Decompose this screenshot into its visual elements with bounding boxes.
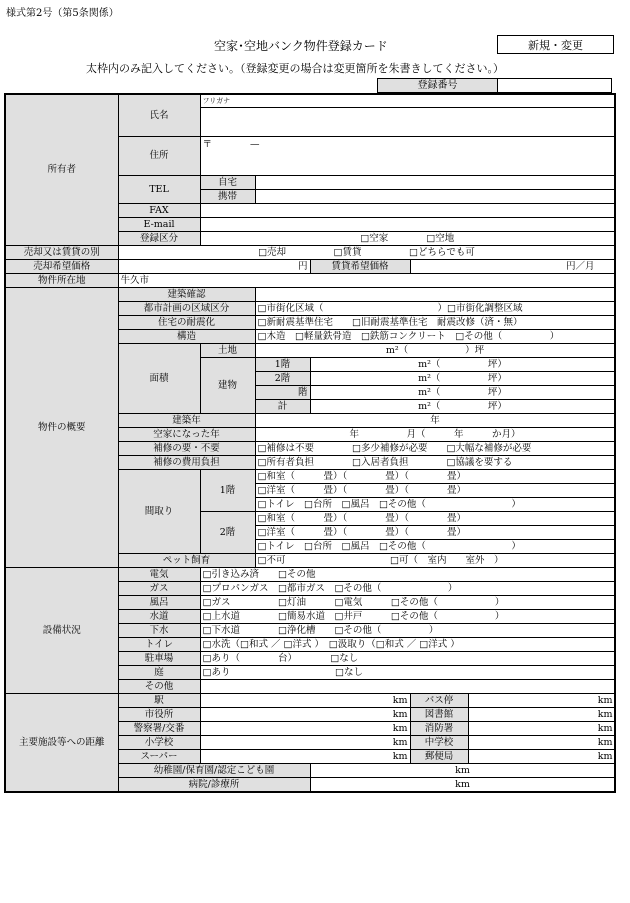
name-field[interactable] bbox=[200, 108, 615, 137]
furigana-field[interactable]: フリガナ bbox=[200, 94, 615, 108]
distance-hospital-field[interactable]: km bbox=[310, 778, 615, 793]
distance-right-label: 図書館 bbox=[410, 708, 468, 722]
structure-label: 構造 bbox=[118, 330, 255, 344]
facility-options[interactable]: □引き込み済 □その他 bbox=[200, 568, 615, 582]
total-label: 計 bbox=[255, 400, 310, 414]
distance-left-field[interactable]: km bbox=[200, 736, 410, 750]
distances-section-label: 主要施設等への距離 bbox=[5, 694, 118, 793]
distance-right-field[interactable]: km bbox=[468, 750, 615, 764]
land-label: 土地 bbox=[200, 344, 255, 358]
distance-left-field[interactable]: km bbox=[200, 722, 410, 736]
facilities-group bbox=[5, 568, 615, 694]
floor2-label: 2階 bbox=[255, 372, 310, 386]
land-area-field[interactable]: m²（ ）坪 bbox=[255, 344, 615, 358]
rent-price-field[interactable]: 円／月 bbox=[410, 260, 615, 274]
facility-label: 風呂 bbox=[118, 596, 200, 610]
tel-label: TEL bbox=[118, 176, 200, 204]
distance-nursery-label: 幼稚園/保育園/認定こども園 bbox=[118, 764, 310, 778]
overview-section-label: 物件の概要 bbox=[5, 288, 118, 568]
distance-left-field[interactable]: km bbox=[200, 694, 410, 708]
city-plan-options[interactable]: □市街化区域（ ）□市街化調整区域 bbox=[255, 302, 615, 316]
vacant-year-field[interactable]: 年 月（ 年 か月） bbox=[255, 428, 615, 442]
distance-left-label: スーパー bbox=[118, 750, 200, 764]
floor-other-area-field[interactable]: m²（ 坪） bbox=[310, 386, 615, 400]
structure-options[interactable]: □木造 □軽量鉄骨造 □鉄筋コンクリート □その他（ ） bbox=[255, 330, 615, 344]
floor1-area-field[interactable]: m²（ 坪） bbox=[310, 358, 615, 372]
facility-label: 水道 bbox=[118, 610, 200, 624]
facility-label: 駐車場 bbox=[118, 652, 200, 666]
registration-kind-box[interactable]: 新規・変更 bbox=[497, 35, 614, 54]
registration-form-table bbox=[4, 93, 616, 793]
location-label: 物件所在地 bbox=[5, 274, 118, 288]
layout-floor1-facilities[interactable]: □トイレ □台所 □風呂 □その他（ ） bbox=[255, 498, 615, 512]
floor1-label: 1階 bbox=[255, 358, 310, 372]
facility-options[interactable] bbox=[200, 680, 615, 694]
tel-mobile-field[interactable] bbox=[255, 190, 615, 204]
distance-right-field[interactable]: km bbox=[468, 736, 615, 750]
layout-floor2-facilities[interactable]: □トイレ □台所 □風呂 □その他（ ） bbox=[255, 540, 615, 554]
layout-label: 間取り bbox=[118, 470, 200, 554]
distance-right-label: 消防署 bbox=[410, 722, 468, 736]
distance-right-field[interactable]: km bbox=[468, 694, 615, 708]
sale-or-rent-label: 売却又は賃貸の別 bbox=[5, 246, 118, 260]
built-year-label: 建築年 bbox=[118, 414, 255, 428]
sale-or-rent-options[interactable]: □売却 □賃貸 □どちらでも可 bbox=[118, 246, 615, 260]
distance-left-field[interactable]: km bbox=[200, 750, 410, 764]
distance-left-label: 市役所 bbox=[118, 708, 200, 722]
quake-label: 住宅の耐震化 bbox=[118, 316, 255, 330]
email-label: E-mail bbox=[118, 218, 200, 232]
distance-left-label: 警察署/交番 bbox=[118, 722, 200, 736]
layout-floor2-label: 2階 bbox=[200, 512, 255, 554]
facility-options[interactable]: □下水道 □浄化槽 □その他（ ） bbox=[200, 624, 615, 638]
tel-home-field[interactable] bbox=[255, 176, 615, 190]
email-field[interactable] bbox=[200, 218, 615, 232]
layout-floor1-label: 1階 bbox=[200, 470, 255, 512]
floor2-area-field[interactable]: m²（ 坪） bbox=[310, 372, 615, 386]
distance-right-field[interactable]: km bbox=[468, 708, 615, 722]
quake-options[interactable]: □新耐震基準住宅 □旧耐震基準住宅 耐震改修（済・無） bbox=[255, 316, 615, 330]
location-field[interactable]: 牛久市 bbox=[118, 274, 615, 288]
distance-right-field[interactable]: km bbox=[468, 722, 615, 736]
repair-cost-label: 補修の費用負担 bbox=[118, 456, 255, 470]
distance-nursery-field[interactable]: km bbox=[310, 764, 615, 778]
tel-mobile-label: 携帯 bbox=[200, 190, 255, 204]
facility-label: 庭 bbox=[118, 666, 200, 680]
building-confirm-field[interactable] bbox=[255, 288, 615, 302]
sale-price-field[interactable]: 円 bbox=[118, 260, 310, 274]
rent-price-label: 賃貸希望価格 bbox=[310, 260, 410, 274]
layout-floor1-western-rooms[interactable]: □洋室（ 畳）（ 畳）（ 畳） bbox=[255, 484, 615, 498]
repair-need-label: 補修の要・不要 bbox=[118, 442, 255, 456]
address-field[interactable]: 〒 — bbox=[200, 137, 615, 176]
owner-section-label: 所有者 bbox=[5, 94, 118, 246]
distance-hospital-label: 病院/診療所 bbox=[118, 778, 310, 793]
built-year-field[interactable]: 年 bbox=[255, 414, 615, 428]
registration-type-options[interactable]: □空家 □空地 bbox=[200, 232, 615, 246]
name-label: 氏名 bbox=[118, 94, 200, 137]
page-title: 空家･空地バンク物件登録カード bbox=[214, 39, 388, 53]
layout-floor1-japanese-rooms[interactable]: □和室（ 畳）（ 畳）（ 畳） bbox=[255, 470, 615, 484]
facility-label: ガス bbox=[118, 582, 200, 596]
distance-left-label: 小学校 bbox=[118, 736, 200, 750]
distance-right-label: 郵便局 bbox=[410, 750, 468, 764]
building-area-label: 建物 bbox=[200, 358, 255, 414]
facility-label: 電気 bbox=[118, 568, 200, 582]
fax-field[interactable] bbox=[200, 204, 615, 218]
floor-blank-label: 階 bbox=[255, 386, 310, 400]
distance-right-label: バス停 bbox=[410, 694, 468, 708]
facility-options[interactable]: □プロパンガス □都市ガス □その他（ ） bbox=[200, 582, 615, 596]
distances-group bbox=[5, 694, 615, 793]
building-confirm-label: 建築確認 bbox=[118, 288, 255, 302]
facilities-section-label: 設備状況 bbox=[5, 568, 118, 694]
layout-floor2-japanese-rooms[interactable]: □和室（ 畳）（ 畳）（ 畳） bbox=[255, 512, 615, 526]
facility-label: 下水 bbox=[118, 624, 200, 638]
facility-options[interactable]: □上水道 □簡易水道 □井戸 □その他（ ） bbox=[200, 610, 615, 624]
sale-price-label: 売却希望価格 bbox=[5, 260, 118, 274]
facility-label: トイレ bbox=[118, 638, 200, 652]
facility-options[interactable]: □あり（ 台） □なし bbox=[200, 652, 615, 666]
repair-need-options[interactable]: □補修は不要 □多少補修が必要 □大幅な補修が必要 bbox=[255, 442, 615, 456]
distance-left-field[interactable]: km bbox=[200, 708, 410, 722]
facility-options[interactable]: □あり □なし bbox=[200, 666, 615, 680]
repair-cost-options[interactable]: □所有者負担 □入居者負担 □協議を要する bbox=[255, 456, 615, 470]
form-number: 様式第2号（第5条関係） bbox=[6, 8, 119, 19]
distance-right-label: 中学校 bbox=[410, 736, 468, 750]
pet-options[interactable]: □不可 □可（ 室内 室外 ） bbox=[255, 554, 615, 568]
tel-home-label: 自宅 bbox=[200, 176, 255, 190]
facility-options[interactable]: □水洗（□和式 ／ □洋式 ） □汲取り（□和式 ／ □洋式 ） bbox=[200, 638, 615, 652]
facility-label: その他 bbox=[118, 680, 200, 694]
total-area-field[interactable]: m²（ 坪） bbox=[310, 400, 615, 414]
fax-label: FAX bbox=[118, 204, 200, 218]
area-label: 面積 bbox=[118, 344, 200, 414]
vacant-year-label: 空家になった年 bbox=[118, 428, 255, 442]
layout-floor2-western-rooms[interactable]: □洋室（ 畳）（ 畳）（ 畳） bbox=[255, 526, 615, 540]
instruction-text: 太枠内のみ記入してください。（登録変更の場合は変更箇所を朱書きしてください。） bbox=[86, 62, 504, 75]
pet-label: ペット飼育 bbox=[118, 554, 255, 568]
facility-options[interactable]: □ガス □灯油 □電気 □その他（ ） bbox=[200, 596, 615, 610]
city-plan-label: 都市計画の区域区分 bbox=[118, 302, 255, 316]
registration-number-label: 登録番号 bbox=[377, 78, 498, 93]
distance-left-label: 駅 bbox=[118, 694, 200, 708]
registration-number-field[interactable] bbox=[498, 78, 612, 93]
address-label: 住所 bbox=[118, 137, 200, 176]
registration-type-label: 登録区分 bbox=[118, 232, 200, 246]
